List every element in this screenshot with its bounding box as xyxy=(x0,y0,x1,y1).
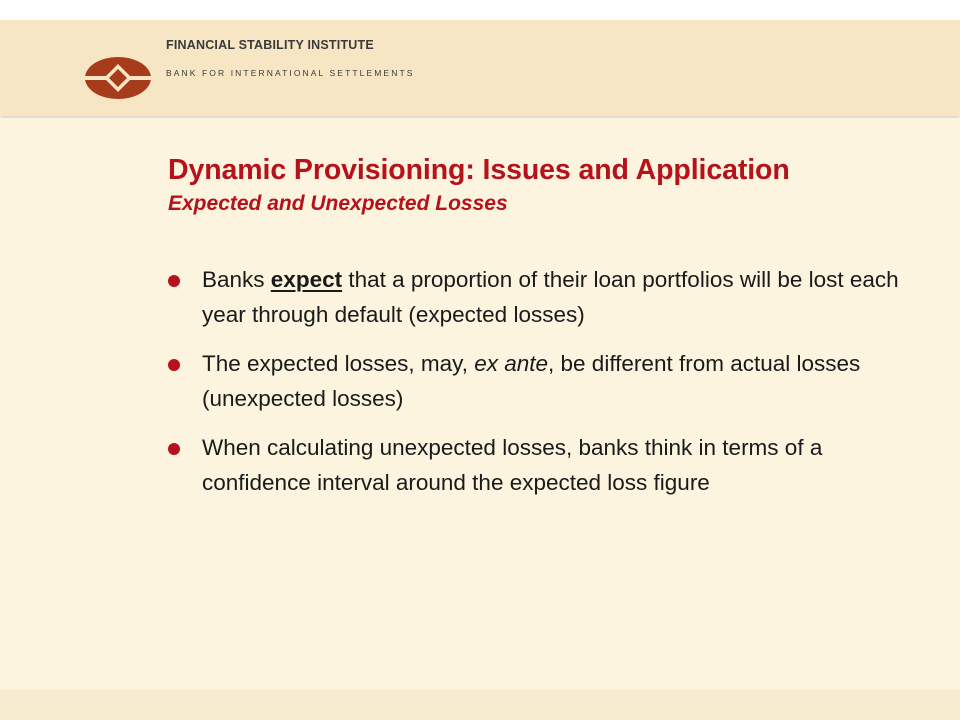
bullet-emphasis: expect xyxy=(270,267,343,292)
header-band xyxy=(0,20,960,116)
bullet-italic: ex ante xyxy=(474,351,549,376)
institute-name: FINANCIAL STABILITY INSTITUTE xyxy=(166,38,374,52)
bullet-text: , be different from actual losses (unexpected losses) xyxy=(202,351,861,411)
bullet-text: Banks xyxy=(202,267,271,292)
bis-logo-icon xyxy=(84,55,152,101)
slide-subtitle: Expected and Unexpected Losses xyxy=(168,192,508,215)
slide-title: Dynamic Provisioning: Issues and Application xyxy=(168,154,790,186)
footer-band xyxy=(0,690,960,720)
bullet-text: that a proportion of their loan portfolios will be lost each year through default (expected losses) xyxy=(202,267,899,327)
bullet-text: The expected losses, may, xyxy=(202,351,475,376)
bullet-item xyxy=(168,430,908,500)
bullet-list xyxy=(168,262,908,514)
bullet-dot-icon xyxy=(168,443,180,455)
bank-name: BANK FOR INTERNATIONAL SETTLEMENTS xyxy=(166,68,415,78)
bullet-item xyxy=(168,346,908,416)
bullet-item xyxy=(168,262,908,332)
bullet-dot-icon xyxy=(168,275,180,287)
bullet-text: When calculating unexpected losses, banks think in terms of a confidence interval around the expected loss figure xyxy=(202,435,823,495)
bullet-dot-icon xyxy=(168,359,180,371)
